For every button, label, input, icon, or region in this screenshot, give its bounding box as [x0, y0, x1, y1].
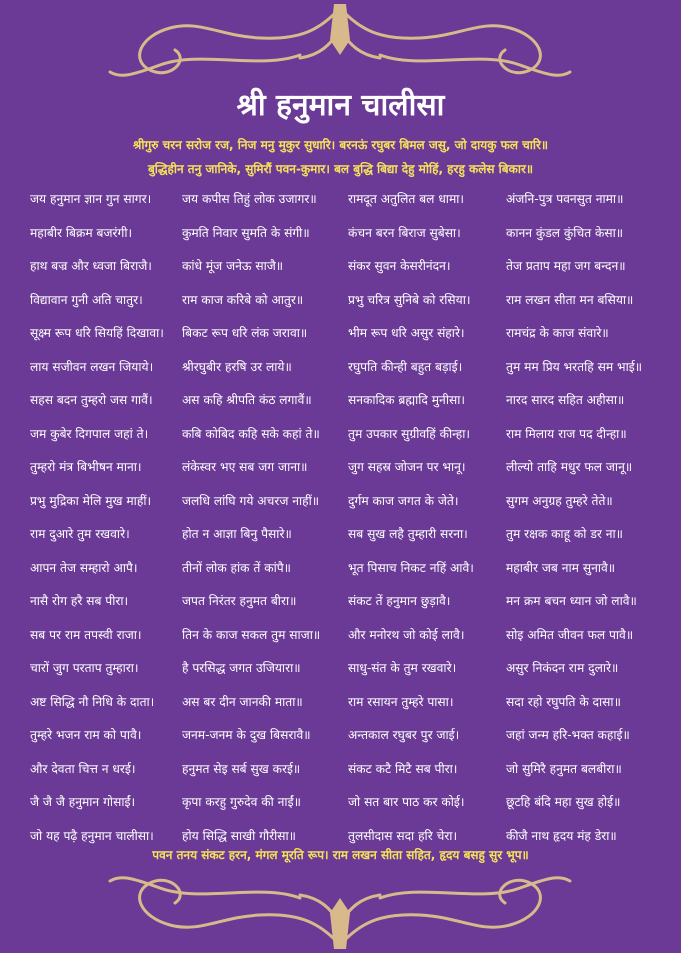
verse-row	[30, 551, 670, 585]
verse-line: तुम रक्षक काहू को डर ना॥	[506, 527, 623, 542]
verse-line: है परसिद्ध जगत उजियारा॥	[182, 661, 301, 676]
verse-line: जुग सहस्र जोजन पर भानू।	[348, 460, 466, 475]
verse-line: अन्तकाल रघुबर पुर जाई।	[348, 728, 460, 743]
verse-line: तेज प्रताप महा जग बन्दन॥	[506, 259, 626, 274]
verse-line: सोइ अमित जीवन फल पावै॥	[506, 627, 634, 642]
verse-line: महाबीर बिक्रम बजरंगी।	[30, 225, 133, 240]
verse-row	[30, 182, 670, 216]
verse-row	[30, 249, 670, 283]
verse-line: चारों जुग परताप तुम्हारा।	[30, 661, 139, 676]
verse-line: जो यह पढ़ै हनुमान चालीसा।	[30, 828, 154, 843]
verse-line: जो सुमिरै हनुमत बलबीरा॥	[506, 761, 622, 776]
verse-line: मन क्रम बचन ध्यान जो लावै॥	[506, 594, 637, 609]
verse-row	[30, 383, 670, 417]
verse-row	[30, 316, 670, 350]
verse-line: कंचन बरन बिराज सुबेसा।	[348, 225, 461, 240]
verse-line: कुमति निवार सुमति के संगी॥	[182, 225, 310, 240]
verse-line: संकट तें हनुमान छुड़ावै।	[348, 594, 451, 609]
verse-line: सहस बदन तुम्हरो जस गावैं।	[30, 393, 153, 408]
verse-line: तुम मम प्रिय भरतहि सम भाई॥	[506, 359, 643, 374]
verse-line: जय हनुमान ज्ञान गुन सागर।	[30, 192, 152, 207]
verse-row	[30, 283, 670, 317]
verse-line: कृपा करहु गुरुदेव की नाईं॥	[182, 795, 301, 810]
verse-line: राम दुआरे तुम रखवारे।	[30, 527, 130, 542]
verse-line: सब पर राम तपस्वी राजा।	[30, 627, 142, 642]
verse-row	[30, 785, 670, 819]
verse-line: रघुपति कीन्ही बहुत बड़ाई।	[348, 359, 463, 374]
verse-line: तीनों लोक हांक तें कांपै॥	[182, 560, 291, 575]
verse-line: साधु-संत के तुम रखवारे।	[348, 661, 457, 676]
verse-line: जलधि लांघि गये अचरज नाहीं॥	[182, 493, 320, 508]
verse-line: कांधे मूंज जनेऊ साजै॥	[182, 259, 284, 274]
verse-line: नासै रोग हरै सब पीरा।	[30, 594, 129, 609]
verse-row	[30, 450, 670, 484]
verse-line: अष्ट सिद्धि नौ निधि के दाता।	[30, 694, 155, 709]
verse-line: सुगम अनुग्रह तुम्हरे तेते॥	[506, 493, 613, 508]
bottom-ornament-icon	[0, 853, 681, 953]
verse-line: विद्यावान गुनी अति चातुर।	[30, 292, 143, 307]
doha-top-1: श्रीगुरु चरन सरोज रज, निज मनु मुकुर सुधारि। बरनऊं रघुबर बिमल जसु, जो दायकु फल चारि॥	[132, 138, 549, 152]
verse-line: हनुमत सेइ सर्ब सुख करई॥	[182, 761, 301, 776]
verse-line: सनकादिक ब्रह्मादि मुनीसा।	[348, 393, 465, 408]
verse-row	[30, 417, 670, 451]
verse-line: भूत पिसाच निकट नहिं आवै।	[348, 560, 474, 575]
verse-line: कबि कोबिद कहि सके कहां ते॥	[182, 426, 320, 441]
verse-line: और देवता चित्त न धरई।	[30, 761, 136, 776]
verse-line: लंकेस्वर भए सब जग जाना॥	[182, 460, 308, 475]
verse-line: तुम्हरो मंत्र बिभीषन माना।	[30, 460, 142, 475]
verse-line: अस कहि श्रीपति कंठ लगावैं॥	[182, 393, 312, 408]
verse-line: असुर निकंदन राम दुलारे॥	[506, 661, 619, 676]
verse-line: अस बर दीन जानकी माता॥	[182, 694, 303, 709]
verse-row	[30, 484, 670, 518]
verse-line: श्रीरघुबीर हरषि उर लाये॥	[182, 359, 292, 374]
verse-line: तुलसीदास सदा हरि चेरा।	[348, 828, 458, 843]
verse-line: जनम-जनम के दुख बिसरावै॥	[182, 728, 311, 743]
verse-row	[30, 517, 670, 551]
verse-row	[30, 350, 670, 384]
top-ornament-icon	[0, 0, 681, 90]
verse-line: जो सत बार पाठ कर कोई।	[348, 795, 465, 810]
verse-line: संकट कटै मिटै सब पीरा।	[348, 761, 458, 776]
verse-line: जय कपीस तिहुं लोक उजागर॥	[182, 192, 317, 207]
page-title: श्री हनुमान चालीसा	[236, 88, 445, 123]
verse-row	[30, 216, 670, 250]
verse-line: तिन के काज सकल तुम साजा॥	[182, 627, 321, 642]
verse-line: लाय सजीवन लखन जियाये।	[30, 359, 154, 374]
verse-line: संकर सुवन केसरीनंदन।	[348, 259, 451, 274]
verse-line: तुम्हरे भजन राम को पावै।	[30, 728, 142, 743]
verse-line: महाबीर जब नाम सुनावै॥	[506, 560, 616, 575]
verse-line: भीम रूप धरि असुर संहारे।	[348, 326, 465, 341]
verse-row	[30, 752, 670, 786]
verse-line: जम कुबेर दिगपाल जहां ते।	[30, 426, 149, 441]
doha-bottom: पवन तनय संकट हरन, मंगल मूरति रूप। राम लखन सीता सहित, हृदय बसहु सुर भूप॥	[152, 848, 529, 862]
verse-line: होय सिद्धि साखी गौरीसा॥	[182, 828, 296, 843]
verse-line: राम लखन सीता मन बसिया॥	[506, 292, 634, 307]
doha-top-2: बुद्धिहीन तनु जानिके, सुमिरौं पवन-कुमार। बल बुद्धि बिद्या देहु मोहिं, हरहु कलेस बिकार॥	[147, 162, 534, 176]
verse-line: सदा रहो रघुपति के दासा॥	[506, 694, 621, 709]
verse-row	[30, 718, 670, 752]
verse-line: प्रभु मुद्रिका मेलि मुख माहीं।	[30, 493, 152, 508]
verse-line: तुम उपकार सुग्रीवहिं कीन्हा।	[348, 426, 471, 441]
verse-line: छूटहि बंदि महा सुख होई॥	[506, 795, 621, 810]
verse-row	[30, 584, 670, 618]
verse-row	[30, 651, 670, 685]
verse-line: प्रभु चरित्र सुनिबे को रसिया।	[348, 292, 471, 307]
verse-line: दुर्गम काज जगत के जेते।	[348, 493, 459, 508]
verse-line: बिकट रूप धरि लंक जरावा॥	[182, 326, 308, 341]
verse-line: कीजै नाथ हृदय मंह डेरा॥	[506, 828, 617, 843]
verse-line: राम काज करिबे को आतुर॥	[182, 292, 304, 307]
verse-line: नारद सारद सहित अहीसा॥	[506, 393, 625, 408]
verse-line: सूक्ष्म रूप धरि सियहिं दिखावा।	[30, 326, 164, 341]
verse-line: राम मिलाय राज पद दीन्हा॥	[506, 426, 627, 441]
verse-line: अंजनि-पुत्र पवनसुत नामा॥	[506, 192, 624, 207]
verse-line: होत न आज्ञा बिनु पैसारे॥	[182, 527, 292, 542]
verse-row	[30, 618, 670, 652]
verse-line: हाथ बज्र और ध्वजा बिराजै।	[30, 259, 152, 274]
verse-line: राम रसायन तुम्हरे पासा।	[348, 694, 454, 709]
verse-line: और मनोरथ जो कोई लावै।	[348, 627, 465, 642]
verse-line: रामचंद्र के काज संवारे॥	[506, 326, 609, 341]
verse-line: जै जै जै हनुमान गोसाईं।	[30, 795, 136, 810]
verse-line: आपन तेज सम्हारो आपै।	[30, 560, 138, 575]
verse-line: जपत निरंतर हनुमत बीरा॥	[182, 594, 297, 609]
verse-line: लील्यो ताहि मधुर फल जानू॥	[506, 460, 633, 475]
verse-line: सब सुख लहै तुम्हारी सरना।	[348, 527, 468, 542]
chaupai-grid	[30, 182, 670, 852]
verse-line: कानन कुंडल कुंचित केसा॥	[506, 225, 624, 240]
verse-line: जहां जन्म हरि-भक्त कहाई॥	[506, 728, 630, 743]
verse-row	[30, 685, 670, 719]
verse-line: रामदूत अतुलित बल धामा।	[348, 192, 465, 207]
